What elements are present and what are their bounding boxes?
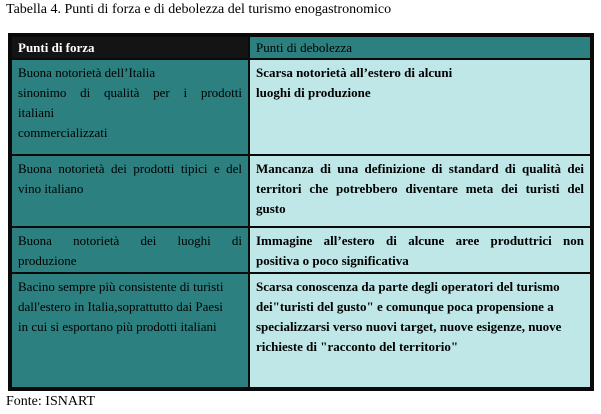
weakness-cell-1	[250, 60, 590, 154]
strength-line: vino italiano	[18, 181, 84, 196]
strength-line: Buona notorietà dei prodotti tipici e del	[18, 161, 242, 176]
strength-cell-4	[12, 274, 248, 387]
header-weaknesses: Punti di debolezza	[250, 37, 590, 58]
weakness-line: dei"turisti del gusto" e comunque poca propensione a	[256, 299, 554, 314]
strength-cell-2	[12, 156, 248, 226]
weakness-cell-4	[250, 274, 590, 387]
header-strengths: Punti di forza	[12, 37, 248, 58]
strength-line: italiani	[18, 105, 55, 120]
strength-cell-3	[12, 228, 248, 272]
weakness-line: Immagine all’estero di alcune aree produttrici non	[256, 233, 584, 248]
weakness-line: luoghi di produzione	[256, 85, 371, 100]
weakness-cell-3	[250, 228, 590, 272]
strength-line: sinonimo di qualità per i prodotti	[18, 85, 242, 100]
strength-line: dall'estero in Italia,soprattutto dai Paesi	[18, 299, 223, 314]
weakness-line: Scarsa notorietà all’estero di alcuni	[256, 65, 453, 80]
table-caption: Tabella 4. Punti di forza e di debolezza del turismo enogastronomico	[6, 2, 392, 17]
strength-cell-1	[12, 60, 248, 154]
swot-table	[8, 33, 594, 391]
table-source: Fonte: ISNART	[6, 394, 95, 409]
weakness-line: gusto	[256, 201, 286, 216]
strength-line: Buona notorietà dell’Italia	[18, 65, 156, 80]
strength-line: Bacino sempre più consistente di turisti	[18, 279, 224, 294]
strength-line: Buona notorietà dei luoghi di	[18, 233, 242, 248]
weakness-line: territori che potrebbero diventare meta dei turisti del	[256, 181, 584, 196]
strength-line: commercializzati	[18, 125, 108, 140]
strength-line: in cui si esportano più prodotti italiani	[18, 319, 217, 334]
weakness-line: specializzarsi verso nuovi target, nuove esigenze, nuove	[256, 319, 562, 334]
strength-line: produzione	[18, 253, 77, 268]
weakness-line: Scarsa conoscenza da parte degli operatori del turismo	[256, 279, 560, 294]
weakness-line: richieste di "racconto del territorio"	[256, 339, 459, 354]
weakness-line: positiva o poco significativa	[256, 253, 409, 268]
weakness-cell-2	[250, 156, 590, 226]
weakness-line: Mancanza di una definizione di standard di qualità dei	[256, 161, 584, 176]
